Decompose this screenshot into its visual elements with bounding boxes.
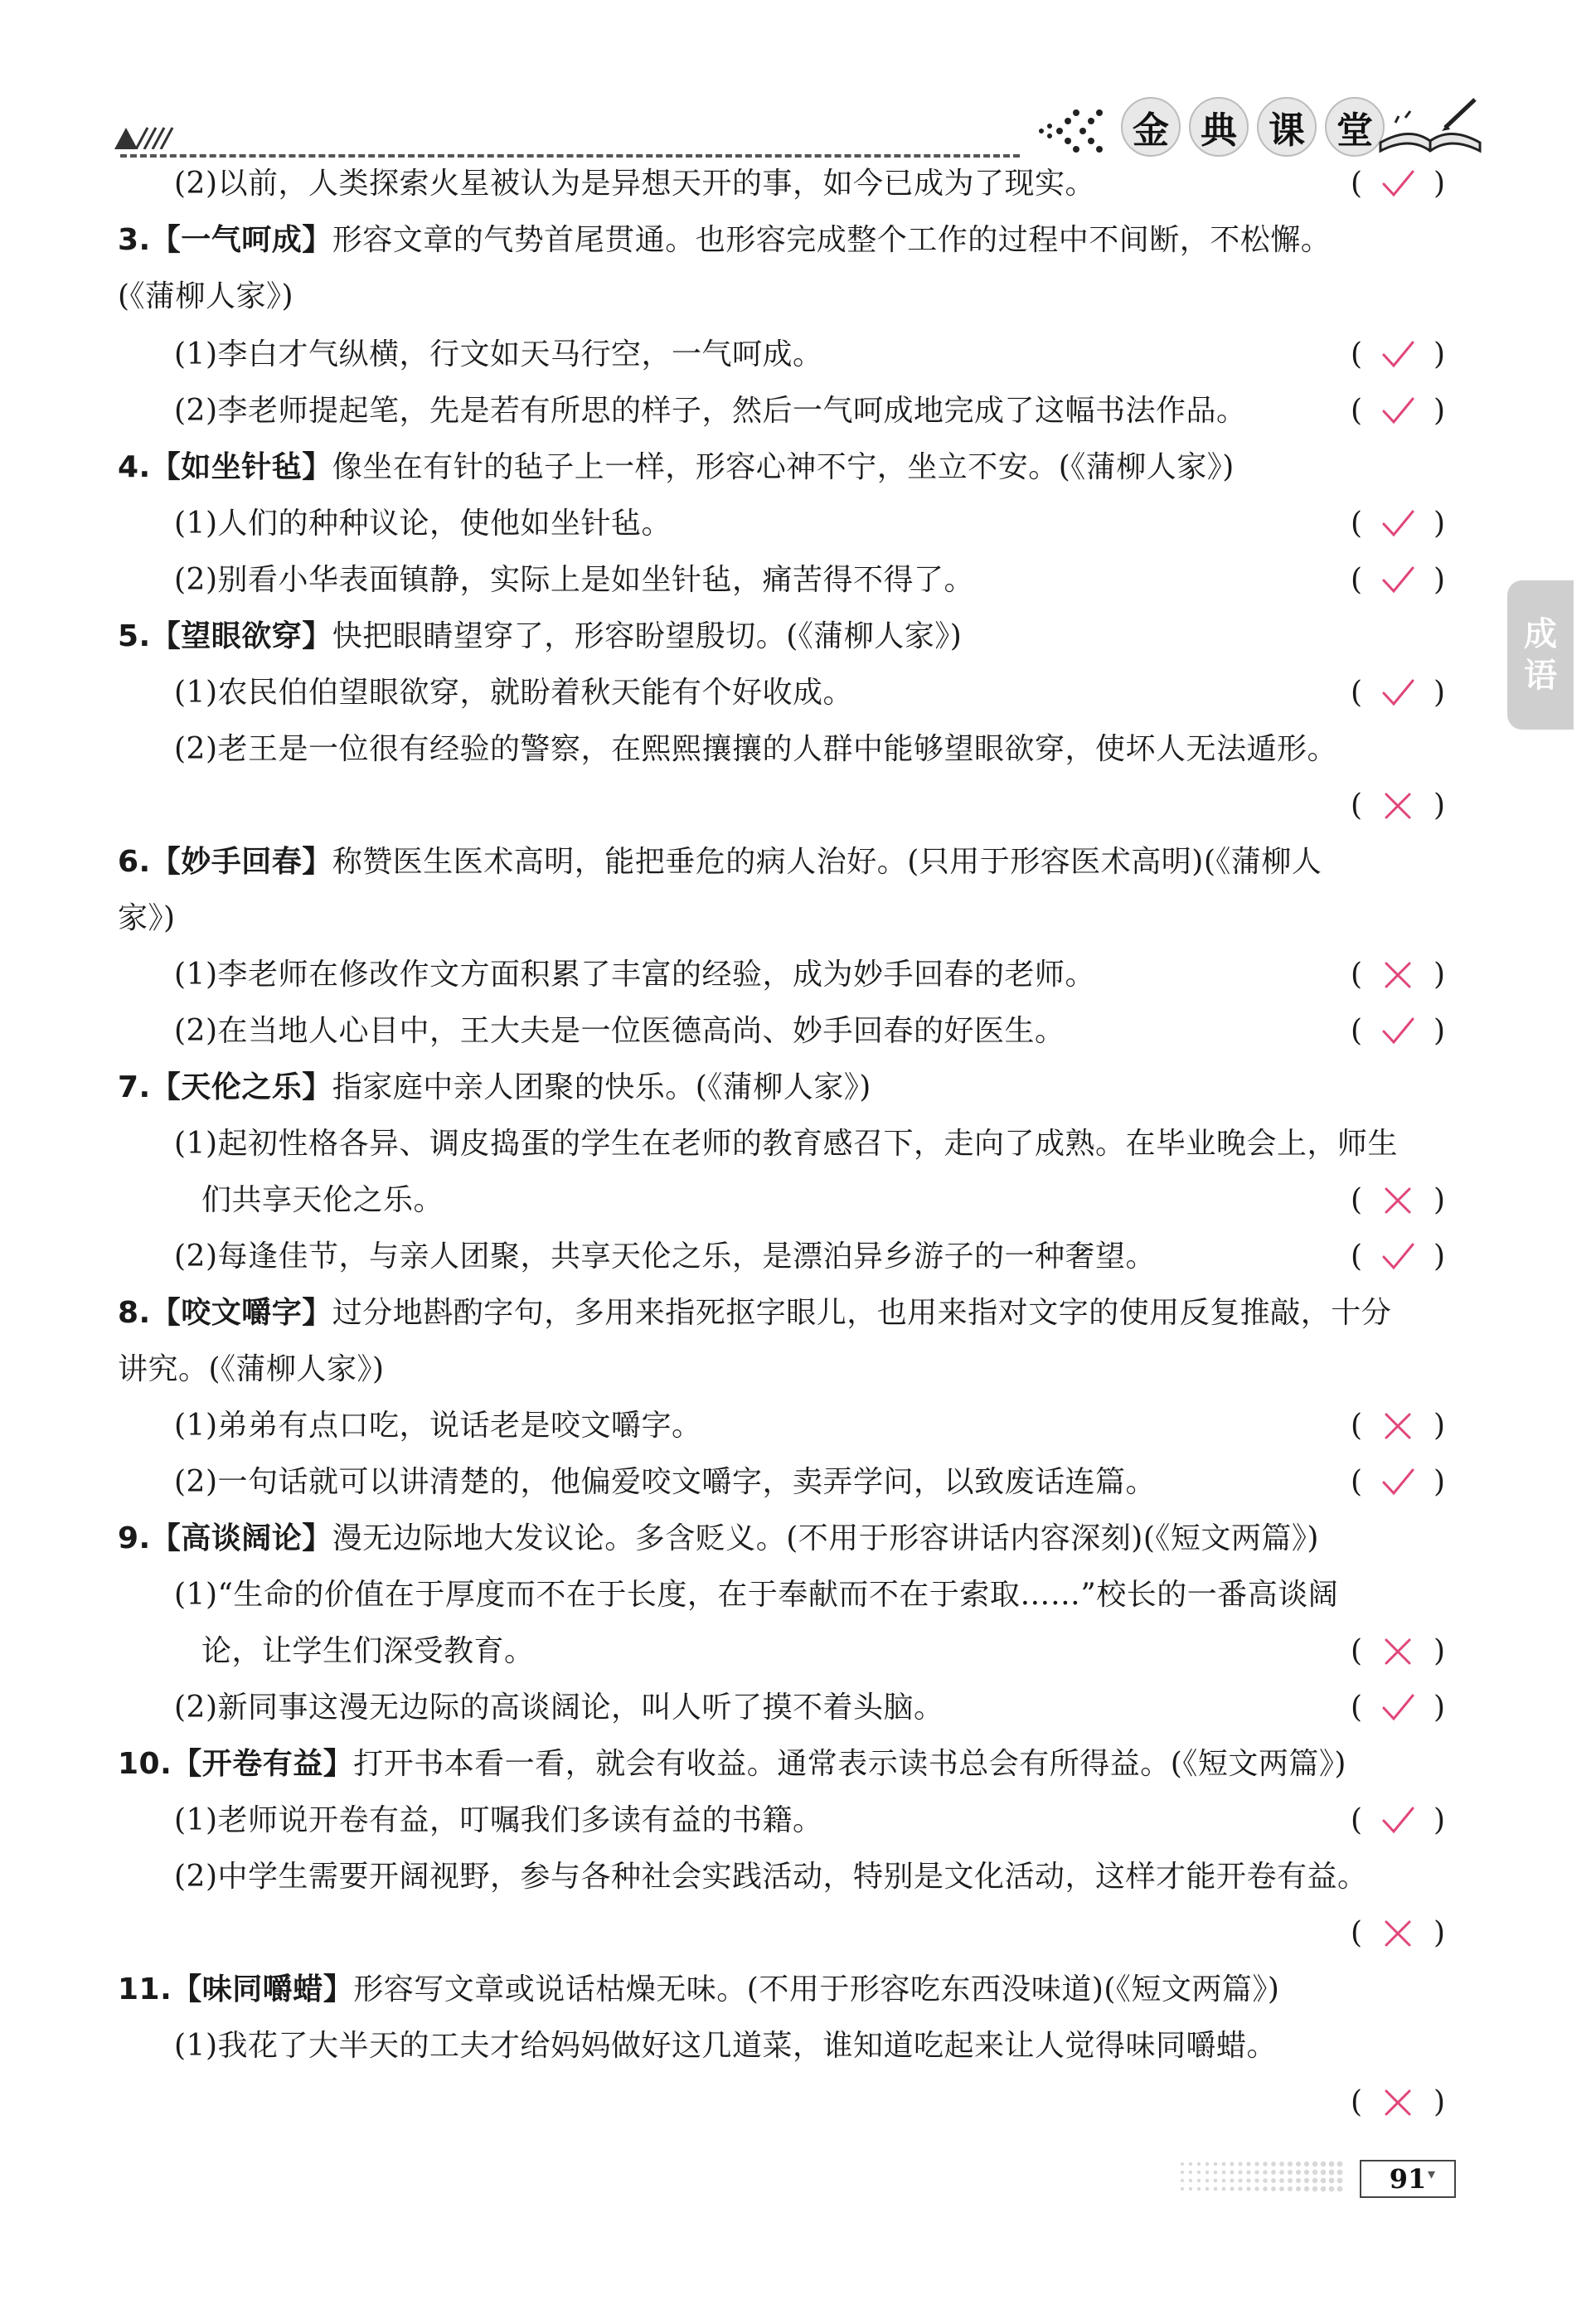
line-text: (2)新同事这漫无边际的高谈阔论，叫人听了摸不着头脑。: [174, 1691, 944, 1725]
answer-mark: [1368, 164, 1428, 204]
item-number: 4.: [118, 450, 151, 484]
left-paren: (: [1350, 1409, 1363, 1443]
idiom-definition-line: [118, 1744, 1451, 1784]
idiom-term: 【天伦之乐】: [150, 1070, 332, 1104]
left-paren: (: [1350, 788, 1363, 822]
check-mark-icon: [1380, 1240, 1416, 1274]
left-paren: (: [1350, 1916, 1363, 1950]
footer-dot-pattern: [1177, 2159, 1343, 2195]
answer-mark: [1368, 955, 1428, 995]
answer-mark: [1368, 335, 1428, 375]
answer-mark: [1368, 1181, 1428, 1220]
answer-mark: [1368, 1012, 1428, 1051]
line-text: 形容写文章或说话枯燥无味。(不用于形容吃东西没味道)(《短文两篇》): [353, 1972, 1280, 2006]
example-sentence-line: [174, 730, 1451, 769]
example-sentence-line: [174, 2026, 1451, 2066]
answer-box: [1345, 1237, 1451, 1277]
example-sentence-line: [174, 1124, 1451, 1164]
idiom-term: 【咬文嚼字】: [150, 1296, 332, 1330]
answer-mark: [1368, 1914, 1428, 1953]
example-sentence-line: [174, 955, 1451, 995]
line-text: 们共享天伦之乐。: [201, 1183, 444, 1217]
line-text: 打开书本看一看，就会有收益。通常表示读书总会有所得益。(《短文两篇》): [353, 1747, 1346, 1781]
line-text: (2)一句话就可以讲清楚的，他偏爱咬文嚼字，卖弄学问，以致废话连篇。: [174, 1465, 1156, 1499]
left-paren: (: [1350, 958, 1363, 992]
line-text: (2)别看小华表面镇静，实际上是如坐针毡，痛苦得不得了。: [174, 563, 974, 597]
line-text: (1)“生命的价值在于厚度而不在于长度，在于奉献而不在于索取……”校长的一番高谈阔: [174, 1578, 1339, 1612]
left-paren: (: [1350, 2085, 1363, 2119]
line-text: (1)我花了大半天的工夫才给妈妈做好这几道菜，谁知道吃起来让人觉得味同嚼蜡。: [174, 2029, 1277, 2063]
left-paren: (: [1350, 337, 1363, 371]
page-arrow-icon: ▾: [1428, 2166, 1436, 2183]
right-paren: ): [1433, 788, 1446, 822]
answer-mark: [1368, 391, 1428, 431]
answer-box: [1345, 1012, 1451, 1051]
answer-mark: [1368, 1237, 1428, 1277]
line-text: (2)每逢佳节，与亲人团聚，共享天伦之乐，是漂泊异乡游子的一种奢望。: [174, 1240, 1156, 1274]
idiom-term: 【如坐针毡】: [150, 450, 332, 484]
answer-mark: [1368, 786, 1428, 826]
line-text: (2)李老师提起笔，先是若有所思的样子，然后一气呵成地完成了这幅书法作品。: [174, 394, 1247, 428]
answer-box: [1345, 391, 1451, 431]
idiom-definition-line: [118, 1970, 1451, 2010]
example-sentence-line: [174, 673, 1451, 713]
check-mark-icon: [1380, 677, 1416, 710]
answer-box: [1345, 2083, 1451, 2123]
item-number: 5.: [118, 619, 151, 653]
brand-char: 金: [1121, 97, 1181, 157]
line-text: (2)以前，人类探索火星被认为是异想天开的事，如今已成为了现实。: [174, 167, 1095, 201]
right-paren: ): [1433, 1634, 1446, 1668]
answer-box: [1345, 164, 1451, 204]
example-sentence-line: [174, 1575, 1451, 1615]
idiom-term: 【开卷有益】: [172, 1747, 354, 1781]
line-text: (1)老师说开卷有益，叮嘱我们多读有益的书籍。: [174, 1803, 823, 1837]
example-sentence-line: [174, 335, 1451, 375]
brand-char: 堂: [1325, 97, 1385, 157]
example-sentence-line: [174, 1463, 1451, 1502]
right-paren: ): [1433, 1240, 1446, 1274]
check-mark-icon: [1380, 1466, 1416, 1499]
line-text: 像坐在有针的毡子上一样，形容心神不宁，坐立不安。(《蒲柳人家》): [332, 450, 1235, 484]
example-sentence-line: [201, 1181, 1451, 1220]
line-text: (1)李白才气纵横，行文如天马行空，一气呵成。: [174, 337, 823, 371]
example-sentence-line: [174, 504, 1451, 544]
check-mark-icon: [1380, 1015, 1416, 1048]
check-mark-icon: [1380, 1804, 1416, 1837]
check-mark-icon: [1380, 564, 1416, 597]
cross-mark-icon: [1380, 2086, 1416, 2119]
answer-box: [1345, 504, 1451, 544]
item-number: 11.: [118, 1972, 172, 2006]
answer-mark: [1368, 1688, 1428, 1728]
answer-mark: [1368, 1406, 1428, 1446]
idiom-definition-line: [118, 221, 1451, 260]
right-paren: ): [1433, 1183, 1446, 1217]
line-text: (2)在当地人心目中，王大夫是一位医德高尚、妙手回春的好医生。: [174, 1014, 1065, 1048]
right-paren: ): [1433, 1014, 1446, 1048]
idiom-definition-line: [118, 277, 1451, 317]
item-number: 6.: [118, 845, 151, 879]
line-text: 论，让学生们深受教育。: [201, 1634, 535, 1668]
example-sentence-line: [174, 1406, 1451, 1446]
idiom-definition-line: [118, 1293, 1451, 1333]
answer-box: [1345, 955, 1451, 995]
brand-title: [1121, 97, 1385, 157]
right-paren: ): [1433, 1691, 1446, 1725]
example-sentence-line: [174, 1688, 1451, 1728]
answer-box: [1345, 560, 1451, 600]
line-text: (2)老王是一位很有经验的警察，在熙熙攘攘的人群中能够望眼欲穿，使坏人无法遁形。: [174, 732, 1337, 766]
check-mark-icon: [1380, 395, 1416, 428]
answer-box: [1345, 1688, 1451, 1728]
answer-box: [1345, 673, 1451, 713]
line-text: 快把眼睛望穿了，形容盼望殷切。(《蒲柳人家》): [332, 619, 963, 653]
right-paren: ): [1433, 167, 1446, 201]
cross-mark-icon: [1380, 789, 1416, 822]
idiom-definition-line: [118, 617, 1451, 657]
cross-mark-icon: [1380, 958, 1416, 992]
line-text: 过分地斟酌字句，多用来指死抠字眼儿，也用来指对文字的使用反复推敲，十分: [332, 1296, 1392, 1330]
example-sentence-line: [174, 164, 1451, 204]
answer-box: [1345, 1801, 1451, 1841]
answer-box: [1345, 1181, 1451, 1220]
answer-box: [1345, 1632, 1451, 1671]
left-paren: (: [1350, 1691, 1363, 1725]
right-paren: ): [1433, 1803, 1446, 1837]
left-paren: (: [1350, 167, 1363, 201]
left-paren: (: [1350, 1634, 1363, 1668]
cross-mark-icon: [1380, 1917, 1416, 1950]
line-text: (1)人们的种种议论，使他如坐针毡。: [174, 507, 672, 541]
brand-char: 典: [1189, 97, 1249, 157]
item-number: 3.: [118, 223, 151, 257]
check-mark-icon: [1380, 338, 1416, 371]
example-sentence-line: [174, 391, 1451, 431]
right-paren: ): [1433, 394, 1446, 428]
left-paren: (: [1350, 507, 1363, 541]
left-paren: (: [1350, 676, 1363, 710]
idiom-definition-line: [118, 1350, 1451, 1390]
answer-box: [1345, 1463, 1451, 1502]
example-sentence-line: [174, 1857, 1451, 1897]
right-paren: ): [1433, 507, 1446, 541]
line-text: 指家庭中亲人团聚的快乐。(《蒲柳人家》): [332, 1070, 871, 1104]
line-text: (1)起初性格各异、调皮捣蛋的学生在老师的教育感召下，走向了成熟。在毕业晚会上，师生: [174, 1127, 1398, 1161]
left-paren: (: [1350, 1014, 1363, 1048]
page-number: 91: [1360, 2160, 1456, 2198]
line-text: 家》): [118, 901, 176, 935]
line-text: 称赞医生医术高明，能把垂危的病人治好。(只用于形容医术高明)(《蒲柳人: [332, 845, 1322, 879]
line-text: (1)弟弟有点口吃，说话老是咬文嚼字。: [174, 1409, 702, 1443]
item-number: 9.: [118, 1521, 151, 1555]
line-text: 讲究。(《蒲柳人家》): [118, 1352, 385, 1386]
answer-box: [1345, 1406, 1451, 1446]
example-sentence-line: [174, 560, 1451, 600]
brand-char: 课: [1257, 97, 1317, 157]
right-paren: ): [1433, 337, 1446, 371]
idiom-definition-line: [118, 899, 1451, 939]
item-number: 7.: [118, 1070, 151, 1104]
answer-box: [1345, 786, 1451, 826]
answer-mark: [1368, 673, 1428, 713]
idiom-term: 【一气呵成】: [150, 223, 332, 257]
idiom-definition-line: [118, 1519, 1451, 1559]
check-mark-icon: [1380, 1691, 1416, 1725]
left-paren: (: [1350, 1465, 1363, 1499]
answer-box: [1345, 335, 1451, 375]
idiom-term: 【高谈阔论】: [150, 1521, 332, 1555]
idiom-term: 【妙手回春】: [150, 845, 332, 879]
open-book-pencil-icon: [1372, 93, 1488, 159]
left-paren: (: [1350, 1803, 1363, 1837]
right-paren: ): [1433, 1916, 1446, 1950]
right-paren: ): [1433, 563, 1446, 597]
header-triangle-icon: [114, 124, 176, 149]
idiom-term: 【味同嚼蜡】: [172, 1972, 354, 2006]
line-text: (1)李老师在修改作文方面积累了丰富的经验，成为妙手回春的老师。: [174, 958, 1095, 992]
side-tab-char: 语: [1524, 657, 1557, 695]
left-paren: (: [1350, 394, 1363, 428]
right-paren: ): [1433, 1409, 1446, 1443]
header-divider: [120, 154, 1020, 158]
item-number: 10.: [118, 1747, 172, 1781]
line-text: 漫无边际地大发议论。多含贬义。(不用于形容讲话内容深刻)(《短文两篇》): [332, 1521, 1319, 1555]
left-paren: (: [1350, 1183, 1363, 1217]
right-paren: ): [1433, 676, 1446, 710]
side-tab-char: 成: [1524, 615, 1557, 653]
idiom-definition-line: [118, 1068, 1451, 1108]
answer-box: [1345, 1914, 1451, 1953]
left-paren: (: [1350, 1240, 1363, 1274]
answer-mark: [1368, 504, 1428, 544]
answer-mark: [1368, 2083, 1428, 2123]
answer-mark: [1368, 560, 1428, 600]
idiom-definition-line: [118, 842, 1451, 882]
idiom-definition-line: [118, 448, 1451, 488]
check-mark-icon: [1380, 167, 1416, 201]
right-paren: ): [1433, 2085, 1446, 2119]
line-text: (《蒲柳人家》): [118, 279, 294, 313]
example-sentence-line: [174, 1012, 1451, 1051]
left-paren: (: [1350, 563, 1363, 597]
cross-mark-icon: [1380, 1409, 1416, 1443]
side-tab-idioms: [1507, 580, 1574, 730]
check-mark-icon: [1380, 507, 1416, 541]
item-number: 8.: [118, 1296, 151, 1330]
example-sentence-line: [174, 1237, 1451, 1277]
right-paren: ): [1433, 1465, 1446, 1499]
answer-mark: [1368, 1632, 1428, 1671]
idiom-term: 【望眼欲穿】: [150, 619, 332, 653]
cross-mark-icon: [1380, 1184, 1416, 1217]
answer-mark: [1368, 1463, 1428, 1502]
line-text: 形容文章的气势首尾贯通。也形容完成整个工作的过程中不间断，不松懈。: [332, 223, 1332, 257]
example-sentence-line: [174, 1801, 1451, 1841]
double-chevron-left-icon: [1038, 106, 1113, 156]
example-sentence-line: [201, 1632, 1451, 1671]
line-text: (2)中学生需要开阔视野，参与各种社会实践活动，特别是文化活动，这样才能开卷有益。: [174, 1860, 1368, 1894]
cross-mark-icon: [1380, 1635, 1416, 1668]
answer-mark: [1368, 1801, 1428, 1841]
right-paren: ): [1433, 958, 1446, 992]
line-text: (1)农民伯伯望眼欲穿，就盼着秋天能有个好收成。: [174, 676, 853, 710]
